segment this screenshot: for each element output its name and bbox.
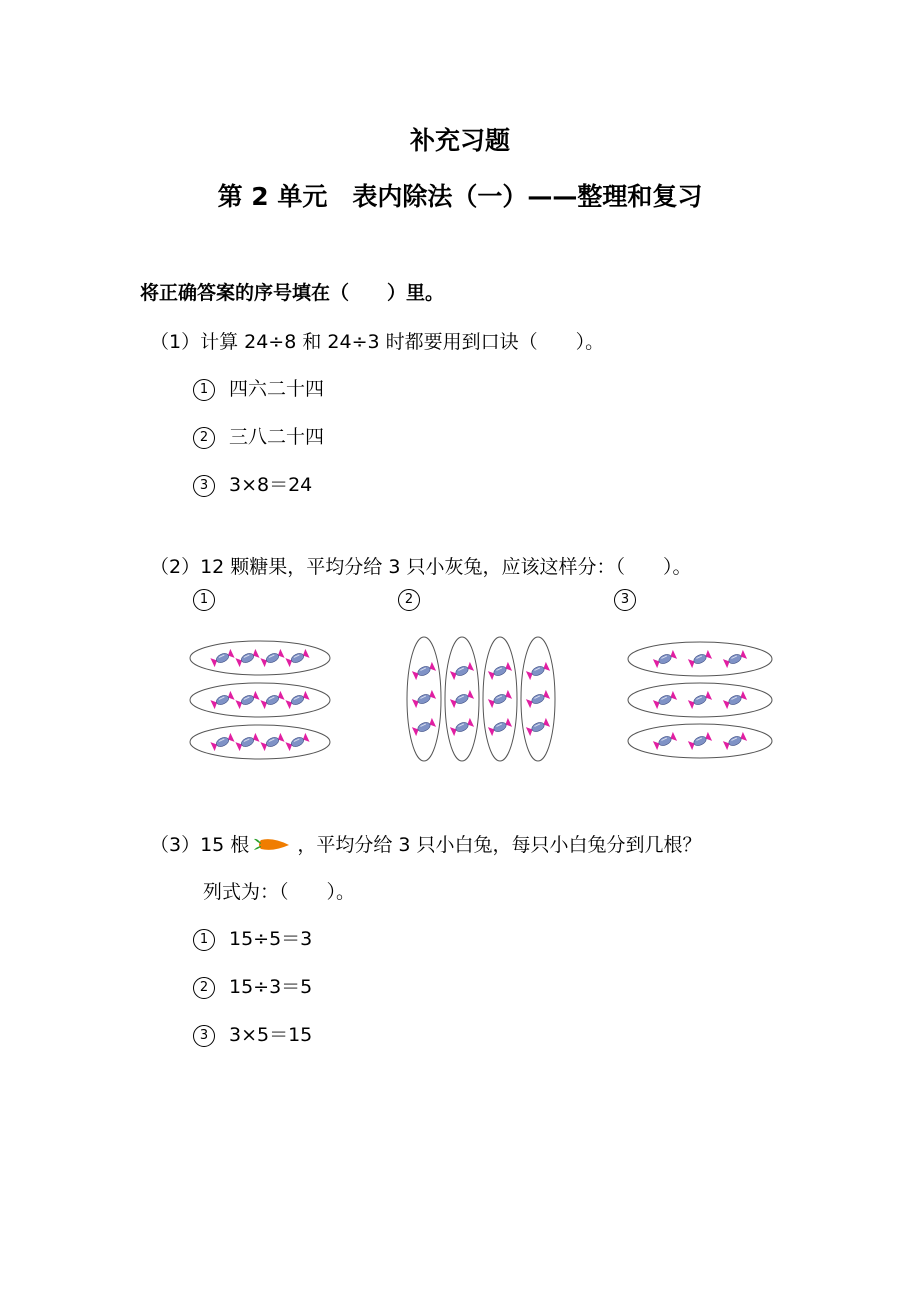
option-mark: 2 (193, 427, 215, 449)
question-3-sub: 列式为：（ ）。 (203, 881, 356, 903)
candy-icon (653, 732, 677, 750)
option-text: 15÷5＝3 (229, 928, 313, 950)
option-text: 三八二十四 (229, 426, 325, 448)
candy-icon (235, 649, 259, 667)
candy-icon (260, 733, 284, 751)
option-mark: 3 (193, 1025, 215, 1047)
candy-icon (688, 732, 712, 750)
candy-icon (450, 690, 474, 708)
candy-icon (450, 662, 474, 680)
candy-icon (526, 662, 550, 680)
candy-icon (526, 718, 550, 736)
page-title: 补充习题 (409, 126, 510, 155)
candy-icon (653, 691, 677, 709)
candy-icon (285, 691, 309, 709)
candy-icon (210, 649, 234, 667)
candy-icon (285, 733, 309, 751)
candy-icon (285, 649, 309, 667)
candy-icon (450, 718, 474, 736)
question-3-option-2 (193, 972, 312, 999)
option-text: 15÷3＝5 (229, 976, 313, 998)
candy-icon (723, 650, 747, 668)
option-mark: 1 (193, 379, 215, 401)
option-mark: 2 (193, 977, 215, 999)
candy-icon (210, 691, 234, 709)
group-ellipse (190, 725, 330, 759)
candy-icon (210, 733, 234, 751)
candy-icon (653, 650, 677, 668)
group-ellipse (190, 683, 330, 717)
candy-icon (488, 718, 512, 736)
candy-icon (723, 691, 747, 709)
option-mark: 1 (193, 929, 215, 951)
option-mark: 2 (398, 589, 420, 611)
candy-icon (412, 662, 436, 680)
option-mark: 1 (193, 589, 215, 611)
option-text: 3×5＝15 (229, 1024, 313, 1046)
candy-icon (688, 650, 712, 668)
candy-icon (412, 690, 436, 708)
option-text: 3×8＝24 (229, 474, 313, 496)
candy-icon (260, 649, 284, 667)
page-subtitle: 第 2 单元 表内除法（一）——整理和复习 (217, 182, 703, 211)
candy-icon (488, 690, 512, 708)
candy-icon (235, 733, 259, 751)
question-1-stem: （1）计算 24÷8 和 24÷3 时都要用到口诀（ ）。 (150, 331, 605, 353)
question-3-option-1 (193, 924, 312, 951)
group-ellipse (190, 641, 330, 675)
question-3-stem (150, 830, 701, 857)
candy-icon (412, 718, 436, 736)
candy-icon (526, 690, 550, 708)
question-2-stem: （2）12 颗糖果，平均分给 3 只小灰兔，应该这样分：（ ）。 (150, 556, 692, 578)
candy-icon (488, 662, 512, 680)
question-3-stem-start: （3）15 根 (150, 834, 250, 856)
option-mark: 3 (193, 475, 215, 497)
option-mark: 3 (614, 589, 636, 611)
question-3-option-3 (193, 1020, 312, 1047)
instruction: 将正确答案的序号填在（ ）里。 (140, 282, 445, 304)
candy-icon (235, 691, 259, 709)
question-3-stem-end: ，平均分给 3 只小白兔，每只小白兔分到几根？ (297, 834, 702, 856)
carrot-icon (253, 836, 291, 854)
candy-icon (260, 691, 284, 709)
candy-icon (723, 732, 747, 750)
option-text: 四六二十四 (229, 378, 325, 400)
candy-icon (688, 691, 712, 709)
